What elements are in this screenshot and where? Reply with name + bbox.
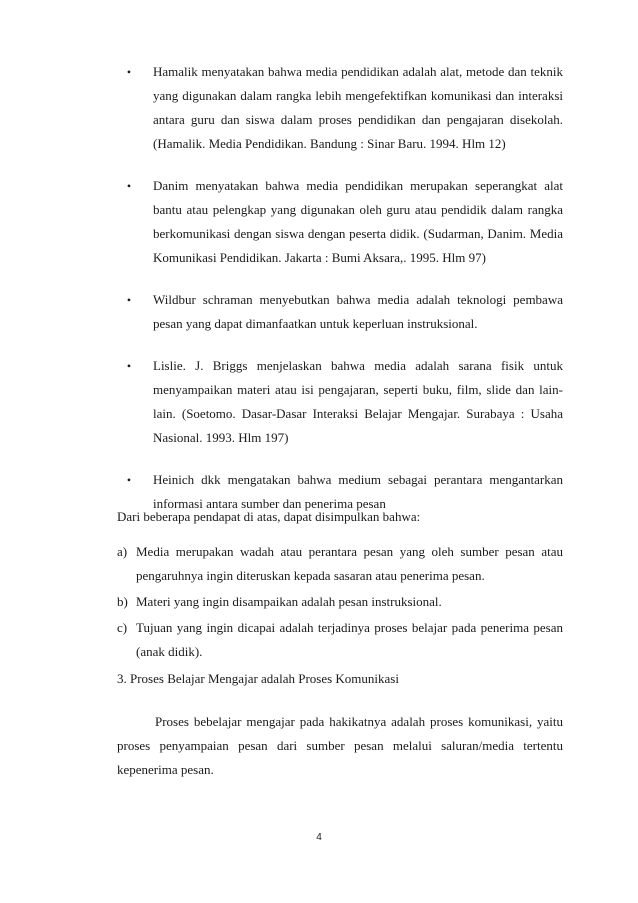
conclusion-list — [117, 540, 563, 666]
section-paragraph: Proses bebelajar mengajar pada hakikatnya adalah proses komunikasi, yaitu proses penyampaian pesan dari sumber pesan melalui saluran/media tertentu kepenerima pesan. — [117, 714, 563, 777]
bullet-icon: • — [126, 65, 132, 79]
bullet-icon: • — [126, 359, 132, 373]
page-number: 4 — [316, 832, 322, 843]
conclusion-item-b — [117, 590, 563, 614]
bullet-item-wildbur — [117, 288, 563, 336]
bullet-text: Danim menyatakan bahwa media pendidikan merupakan seperangkat alat bantu atau pelengkap yang digunakan oleh guru atau pendidik dalam rangka berkomunikasi dengan siswa dengan peserta didik. (Sudarman, Danim. Media Komunikasi Pendidikan. Jakarta : Bumi Aksara,. 1995. Hlm 97) — [153, 178, 563, 265]
bullet-icon: • — [126, 473, 132, 487]
bullet-text: Hamalik menyatakan bahwa media pendidikan adalah alat, metode dan teknik yang digunakan dalam rangka lebih mengefektifkan komunikasi dan interaksi antara guru dan siswa dalam proses pendidikan dan pengajaran disekolah. (Hamalik. Media Pendidikan. Bandung : Sinar Baru. 1994. Hlm 12) — [153, 64, 563, 151]
bullet-item-briggs — [117, 354, 563, 450]
bullet-icon: • — [126, 179, 132, 193]
bullet-icon: • — [126, 293, 132, 307]
conclusion-item-c — [117, 616, 563, 664]
list-marker: c) — [117, 620, 128, 635]
bullet-text: Lislie. J. Briggs menjelaskan bahwa media adalah sarana fisik untuk menyampaikan materi atau isi pengajaran, seperti buku, film, slide dan lain-lain. (Soetomo. Dasar-Dasar Interaksi Belajar Mengajar. Surabaya : Usaha Nasional. 1993. Hlm 197) — [153, 358, 563, 445]
bullet-text: Heinich dkk mengatakan bahwa medium sebagai perantara mengantarkan informasi antara sumber dan penerima pesan — [153, 472, 563, 511]
conclusion-text: Tujuan yang ingin dicapai adalah terjadinya proses belajar pada penerima pesan (anak didik). — [136, 620, 563, 659]
conclusion-text: Materi yang ingin disampaikan adalah pesan instruksional. — [136, 594, 442, 609]
list-marker: a) — [117, 544, 128, 559]
section-heading: 3. Proses Belajar Mengajar adalah Proses Komunikasi — [117, 671, 399, 686]
definitions-bullet-list — [117, 60, 563, 534]
bullet-item-danim — [117, 174, 563, 270]
bullet-text: Wildbur schraman menyebutkan bahwa media adalah teknologi pembawa pesan yang dapat dimanfaatkan untuk keperluan instruksional. — [153, 292, 563, 331]
list-marker: b) — [117, 594, 128, 609]
bullet-item-hamalik — [117, 60, 563, 156]
conclusion-intro: Dari beberapa pendapat di atas, dapat disimpulkan bahwa: — [117, 509, 421, 524]
conclusion-item-a — [117, 540, 563, 588]
conclusion-text: Media merupakan wadah atau perantara pesan yang oleh sumber pesan atau pengaruhnya ingin diteruskan kepada sasaran atau penerima pesan. — [136, 544, 563, 583]
